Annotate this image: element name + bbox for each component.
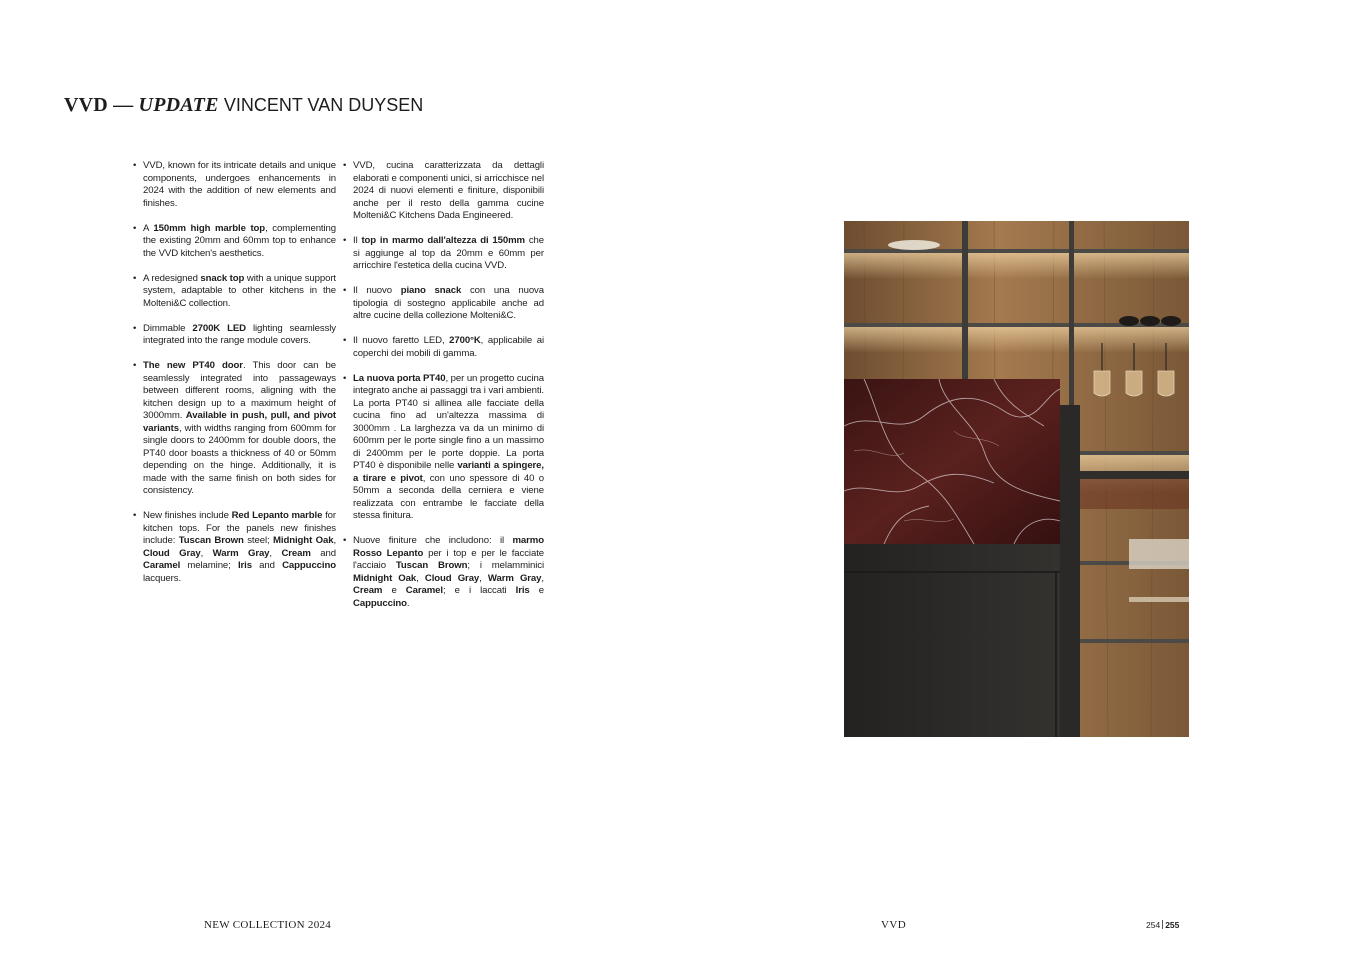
bullet-text: Nuove finiture che includono: il (353, 535, 513, 546)
page-title (64, 94, 423, 117)
bullet-text-bold: Caramel (405, 585, 443, 596)
bullet-text-bold: Cloud Gray (424, 572, 480, 584)
bullet-text: , (416, 572, 425, 584)
bullet-text: A redesigned (143, 272, 201, 284)
bullet-text: . (406, 597, 410, 609)
bullet-text: , with widths ranging from 600mm for single doors to 2400mm for double doors, the PT40 door boasts a thickness of 40 or 50mm depending on the hinge. Additionally, it is made with the same finish on both sides for consistency. (143, 422, 336, 496)
bullet-text: , con uno spessore di 40 o 50mm a seconda della cerniera e viene realizzata con entrambe le facciate della stessa finitura. (353, 472, 545, 521)
bullet-text-bold: Warm Gray (487, 572, 542, 584)
bullet-text-bold: Cream (281, 547, 311, 559)
bullet-text-bold: Cappuccino (282, 560, 336, 571)
bullet-text-bold: Warm Gray (212, 547, 270, 559)
bullet-text-bold: Tuscan Brown (178, 535, 244, 546)
bullet-item (143, 273, 336, 311)
bullet-text-bold: La nuova porta PT40 (353, 372, 446, 384)
bullet-item (353, 285, 544, 323)
bullet-text: Il nuovo (353, 285, 401, 296)
bullet-text-bold: Iris (237, 560, 252, 571)
italian-bullet-list (353, 160, 544, 623)
bullet-text-bold: Caramel (143, 560, 181, 571)
bullet-text: ; e i laccati (442, 585, 516, 596)
bullet-text: con una nuova tipologia di sostegno applicabile anche ad altre cucine della collezione Molteni&C. (353, 285, 544, 321)
bullet-text: for kitchen tops. For the panels new finishes include: (143, 510, 336, 546)
bullet-text-bold: top in marmo dall'altezza di 150mm (361, 235, 525, 246)
bullet-item (353, 235, 544, 273)
bullet-text: . This door can be seamlessly integrated into passageways between different rooms, aligning with the kitchen design up to a maximum height of 3000mm. (143, 360, 336, 421)
bullet-text-bold: Cloud Gray (143, 547, 201, 559)
bullet-text-bold: Tuscan Brown (395, 560, 468, 571)
title-brand: VVD (64, 94, 108, 116)
title-designer: VINCENT VAN DUYSEN (223, 95, 424, 115)
bullet-text: , (269, 547, 282, 559)
bullet-text: , (541, 572, 544, 584)
bullet-text: melamine; (180, 560, 238, 571)
bullet-text: ; i melamminici (467, 560, 544, 571)
bullet-text: Il nuovo faretto LED, (353, 335, 450, 346)
bullet-text: and (251, 560, 283, 571)
bullet-item (353, 335, 544, 360)
bullet-text: , complementing the existing 20mm and 60mm top to enhance the VVD kitchen's aesthetics. (143, 222, 337, 259)
bullet-text: Il (353, 235, 362, 246)
bullet-text-bold: varianti a spingere, a tirare e pivot (353, 460, 544, 484)
bullet-text: , (479, 572, 488, 584)
footer-collection: NEW COLLECTION 2024 (204, 919, 332, 931)
bullet-text: A (143, 222, 154, 234)
bullet-text-bold: 2700°K (449, 335, 481, 346)
bullet-text-bold: 150mm high marble top (153, 222, 266, 234)
bullet-text: VVD, cucina caratterizzata da dettagli elaborati e componenti unici, si arricchisce nel 2024 di nuovi elementi e finiture, disponibili anche per il resto della gamma cucine Molteni&C Kitchens Dada Engineered. (353, 160, 544, 221)
bullet-text-bold: Midnight Oak (353, 572, 417, 584)
bullet-text: , per un progetto cucina integrato anche ai passaggi tra i vari ambienti. La porta PT40 si allinea alle facciate della cucina fino ad un'altezza massima di 3000mm . La larghezza va da un minimo di 600mm per le porte single fino a un massimo di 2400mm per le porte doppie. La porta PT40 è disponibile nelle (353, 372, 544, 471)
bullet-text-bold: piano snack (400, 285, 462, 296)
bullet-text: Dimmable (143, 322, 193, 334)
page-number-separator (1162, 920, 1163, 929)
bullet-text: with a unique support system, adaptable to other kitchens in the Molteni&C collection. (143, 272, 336, 309)
bullet-text-bold: 2700K LED (192, 322, 246, 334)
bullet-item (143, 160, 336, 210)
bullet-text-bold: Red Lepanto marble (231, 510, 323, 521)
bullet-text-bold: The new PT40 door (143, 360, 243, 371)
bullet-text: lacquers. (143, 572, 182, 584)
title-dash: — (113, 94, 134, 116)
bullet-text-bold: marmo Rosso Lepanto (353, 535, 544, 559)
bullet-text-bold: Midnight Oak (273, 535, 334, 546)
title-subtitle: UPDATE (138, 94, 219, 116)
bullet-item (143, 223, 336, 261)
page-number-right: 255 (1165, 920, 1180, 930)
bullet-text: , (200, 547, 213, 559)
bullet-text: e (382, 585, 406, 596)
bullet-text: VVD, known for its intricate details and unique components, undergoes enhancements in 2024 with the addition of new elements and finishes. (143, 160, 336, 209)
bullet-text-bold: Iris (515, 585, 530, 596)
bullet-text: lighting seamlessly integrated into the range module covers. (143, 322, 336, 346)
page-numbers (1146, 920, 1179, 930)
bullet-text-bold: Cream (353, 585, 383, 596)
kitchen-island-photo (844, 221, 1189, 737)
bullet-item (143, 510, 336, 585)
bullet-item (353, 373, 544, 523)
bullet-item (143, 323, 336, 348)
kitchen-photo-drawing (844, 221, 1189, 737)
bullet-item (143, 360, 336, 498)
bullet-text: per i top e per le facciate l'acciaio (353, 547, 544, 571)
bullet-text-bold: Available in push, pull, and pivot variants (143, 410, 336, 434)
page-number-left: 254 (1146, 920, 1161, 930)
bullet-text-bold: snack top (200, 272, 245, 284)
bullet-text: New finishes include (143, 510, 232, 521)
bullet-item (353, 535, 544, 610)
bullet-text: steel; (243, 535, 273, 546)
bullet-text: , (333, 535, 337, 546)
bullet-text-bold: Cappuccino (353, 597, 407, 609)
bullet-text: e (529, 585, 544, 596)
bullet-text: che si aggiunge al top da 20mm e 60mm per arricchire l'estetica della cucina VVD. (353, 235, 544, 271)
footer-section: VVD (881, 919, 907, 931)
bullet-text: and (310, 547, 336, 559)
bullet-item (353, 160, 544, 223)
english-bullet-list (143, 160, 336, 598)
bullet-text: , applicabile ai coperchi dei mobili di gamma. (353, 335, 544, 359)
